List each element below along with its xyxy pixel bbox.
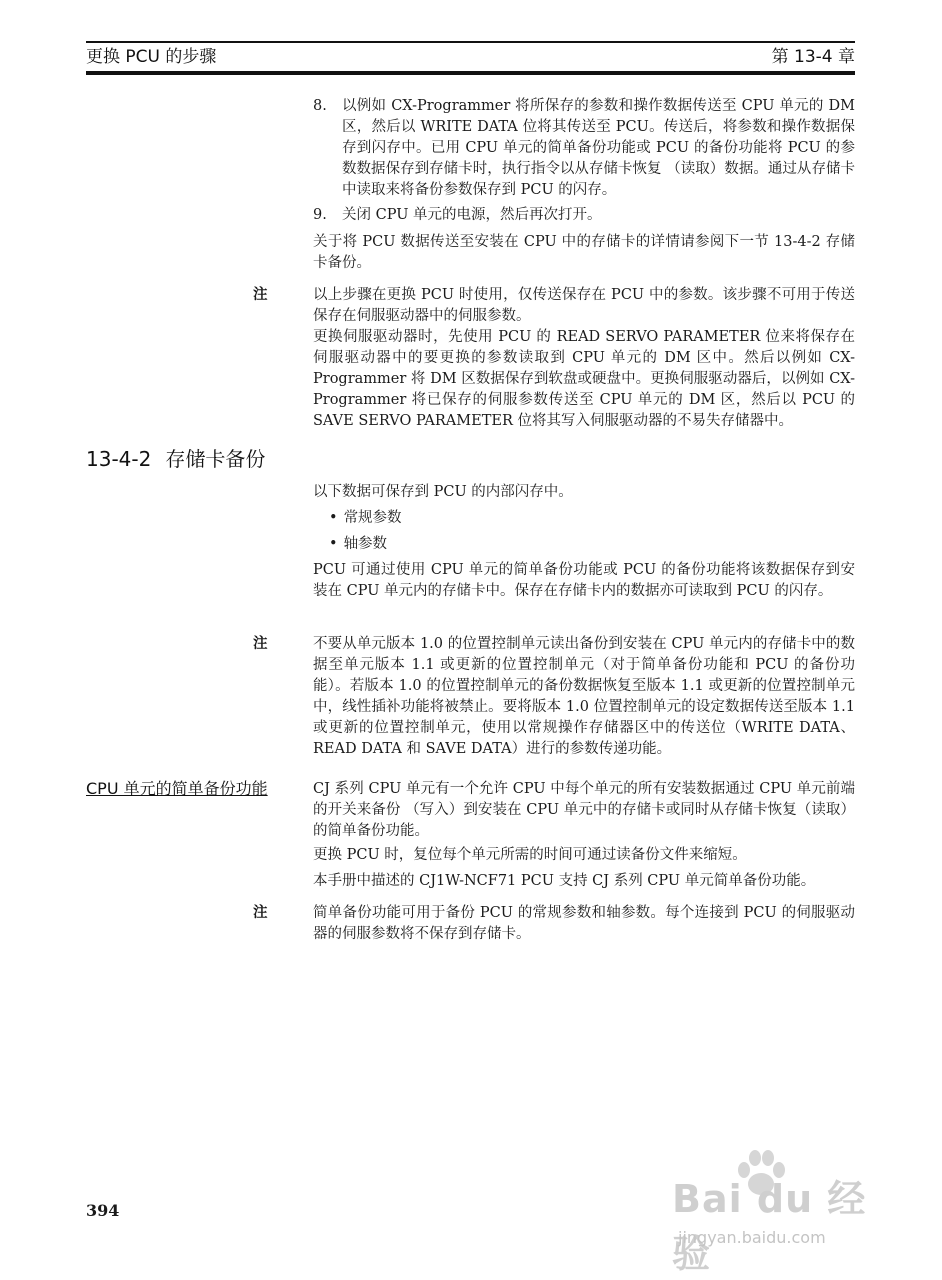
bullet-dot: • xyxy=(329,510,338,526)
step-8 xyxy=(313,96,855,201)
step-number: 8. xyxy=(313,98,327,114)
subsection-heading: CPU 单元的简单备份功能 xyxy=(86,779,268,798)
note3-para: 简单备份功能可用于备份 PCU 的常规参数和轴参数。每个连接到 PCU 的伺服驱动器的伺服参数将不保存到存储卡。 xyxy=(313,905,855,942)
step-number: 9. xyxy=(313,207,327,223)
header-rule-top xyxy=(86,41,855,43)
note1-para2: 更换伺服驱动器时，先使用 PCU 的 READ SERVO PARAMETER 位来将保存在伺服驱动器中的要更换的参数读取到 CPU 单元的 DM 区中。然后以例如 CX-Programmer 将 DM 区数据保存到软盘或硬盘中。更换伺服驱动器后，以例如 CX-Programmer 将已保存的伺服参数传送至 CPU 单元的 DM 区，然后以 PCU 的 SAVE SERVO PARAMETER 位将其写入伺服驱动器的不易失存储器中。 xyxy=(313,329,855,429)
note1-para1: 以上步骤在更换 PCU 时使用，仅传送保存在 PCU 中的参数。该步骤不可用于传送保存在伺服驱动器中的伺服参数。 xyxy=(313,287,855,324)
note-label-1: 注 xyxy=(253,287,268,303)
note2-para: 不要从单元版本 1.0 的位置控制单元读出备份到安装在 CPU 单元内的存储卡中的数据至单元版本 1.1 或更新的位置控制单元（对于简单备份功能和 PCU 的备份功能）。若版本 1.0 的位置控制单元的备份数据恢复至版本 1.1 或更新的位置控制单元中，线性插补功能将被禁止。要将版本 1.0 位置控制单元的设定数据传送至版本 1.1 或更新的位置控制单元，使用以常规操作存储器区中的传送位（WRITE DATA、 READ DATA 和 SAVE DATA）进行的参数传递功能。 xyxy=(313,636,855,757)
bullet-item xyxy=(329,534,387,555)
step-text: 以例如 CX-Programmer 将所保存的参数和操作数据传送至 CPU 单元的 DM 区，然后以 WRITE DATA 位将其传送至 PCU。传送后，将参数和操作数据保存到闪存中。已用 CPU 单元的简单备份功能或 PCU 的备份功能将 PCU 的参数数据保存到存储卡时，执行指令以从存储卡恢复 （读取）数据。通过从存储卡中读取来将备份参数保存到 PCU 的闪存。 xyxy=(342,98,855,198)
subsection-para2: 更换 PCU 时，复位每个单元所需的时间可通过读备份文件来缩短。 xyxy=(313,847,747,863)
baidu-watermark xyxy=(672,1150,892,1276)
page-number: 394 xyxy=(86,1201,120,1220)
watermark-logo: Bai du 经验 xyxy=(672,1177,867,1276)
header-rule-bottom xyxy=(86,71,855,75)
section-title: 存储卡备份 xyxy=(165,447,266,471)
para-after-steps: 关于将 PCU 数据传送至安装在 CPU 中的存储卡的详情请参阅下一节 13-4-2 存储卡备份。 xyxy=(313,234,855,271)
note-label-2: 注 xyxy=(253,636,268,652)
page-header xyxy=(86,46,855,68)
bullet-text: 常规参数 xyxy=(343,510,402,526)
header-chapter: 第 13-4 章 xyxy=(771,47,855,67)
note-label-3: 注 xyxy=(253,905,268,921)
bullet-text: 轴参数 xyxy=(343,536,388,552)
section-number: 13-4-2 xyxy=(86,447,152,471)
para2: PCU 可通过使用 CPU 单元的简单备份功能或 PCU 的备份功能将该数据保存到安装在 CPU 单元内的存储卡中。保存在存储卡内的数据亦可读取到 PCU 的闪存。 xyxy=(313,562,855,599)
step-text: 关闭 CPU 单元的电源，然后再次打开。 xyxy=(342,207,602,223)
header-title: 更换 PCU 的步骤 xyxy=(86,47,217,67)
bullet-dot: • xyxy=(329,536,338,552)
bullet-item xyxy=(329,508,402,529)
subsection-para1: CJ 系列 CPU 单元有一个允许 CPU 中每个单元的所有安装数据通过 CPU 单元前端的开关来备份 （写入）到安装在 CPU 单元中的存储卡或同时从存储卡恢复（读取）的简单备份功能。 xyxy=(313,781,855,839)
watermark-url: jingyan.baidu.com xyxy=(678,1228,826,1247)
subsection-para3: 本手册中描述的 CJ1W-NCF71 PCU 支持 CJ 系列 CPU 单元简单备份功能。 xyxy=(313,873,816,889)
step-9 xyxy=(313,205,855,226)
section-heading xyxy=(86,446,265,472)
intro-para: 以下数据可保存到 PCU 的内部闪存中。 xyxy=(313,484,573,500)
